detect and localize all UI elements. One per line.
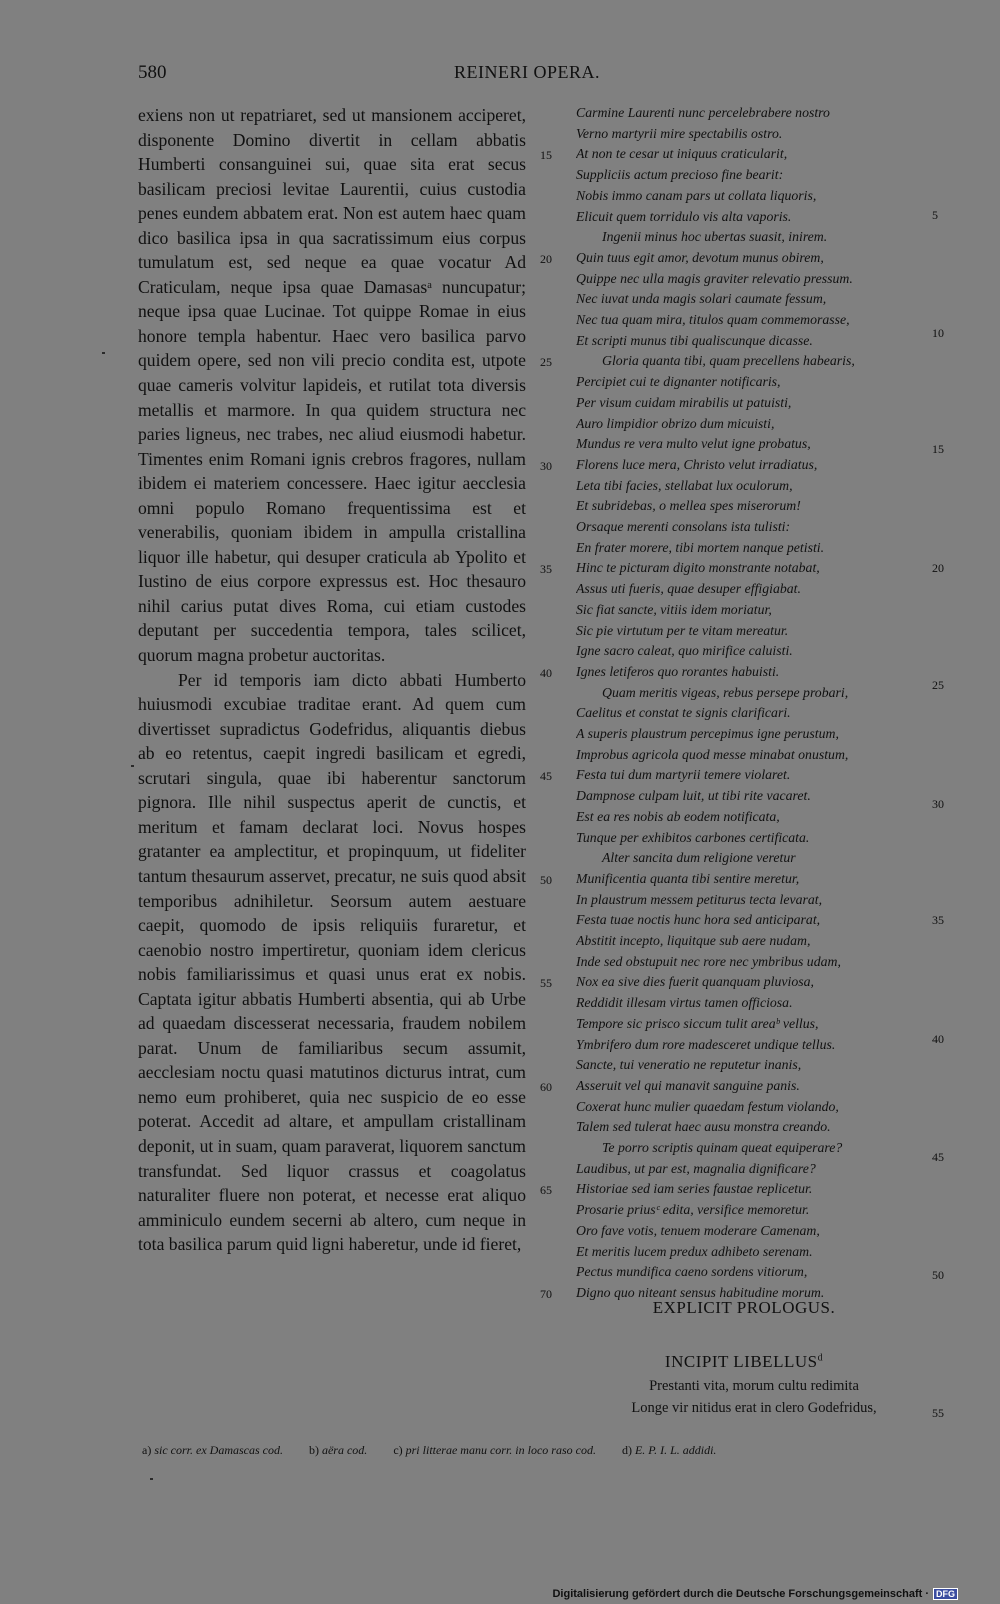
line-number: 10 [932,326,944,340]
line-number: 5 [932,208,938,222]
footnote [622,1443,716,1458]
prose-line: Longe vir nitidus erat in clero Godefridus, [631,1400,877,1416]
verse-line: Asseruit vel qui manavit sanguine panis. [576,1077,800,1093]
verse-line: Assus uti fueris, quae desuper effigiabat. [576,581,801,597]
verse-line: Coxerat hunc mulier quaedam festum violando, [576,1098,839,1114]
verse-line: Oro fave votis, tenuem moderare Camenam, [576,1222,820,1238]
verse-line: Elicuit quem torridulo vis alta vaporis. [576,208,792,224]
verse-line: Auro limpidior obrizo dum micuisti, [576,415,775,431]
verse-line: Dampnose culpam luit, ut tibi rite vacaret. [576,788,811,804]
footnote-mark: c) [393,1443,403,1457]
footnote-mark: a) [142,1443,152,1457]
verse-line: Est ea res nobis ab eodem notificata, [576,808,780,824]
line-number: 15 [932,442,944,456]
verse-line: Quin tuus egit amor, devotum munus obirem, [576,249,824,265]
incipit-text: INCIPIT LIBELLUS [664,1352,818,1371]
line-number: 65 [540,1183,552,1198]
line-number: 25 [932,678,944,692]
line-number: 45 [540,769,552,784]
footnote-text: sic corr. ex Damascas cod. [154,1443,283,1457]
verse-line: Prosarie priusᶜ edita, versifice memoretur. [576,1202,810,1218]
verse-line: Digno quo niteant sensus habitudine morum. [576,1284,825,1300]
verse-line: Et scripti munus tibi qualiscunque dicasse. [576,332,813,348]
footnote-text: pri litterae manu corr. in loco raso cod. [405,1443,596,1457]
dfg-logo: DFG [933,1588,958,1600]
paragraph: Per id temporis iam dicto abbati Humberto huiusmodi excubiae traditae erant. Ad quem cum divertisset supradictus Godefridus, aliquantis diebus ab eo retentus, caepit ingredi basilicam et egredi, scrutari singula, quae ibi haberentur sanctorum pignora. Ille nihil suspectus aperit de cunctis, et meritum et famam declarat loci. Novus hospes gratanter ea amplectitur, et propinquum, ut fideliter tantum thesaurum asservet, precatur, ne suis quod absit temporibus adnihiletur. Seorsum autem aestuare caepit, quomodo de ipsis reliquiis furaretur, et caenobio nostro impertiretur, quoniam idem clericus nobis familiarissimus et quasi unus erat ex nobis. Captata igitur abbatis Humberti absentia, qui ab Urbe ad quaedam discesserat necessaria, fraudem nobilem parat. Unum de familiaribus secum assumit, aecclesiam noctu quasi matutinos dicturus intrat, cum nemo eum prohiberet, quia nec suspicio de eo esse poterat. Accedit ad altare, et ampullam cristallinam deponit, ut in suam, quam paraverat, liquorem sanctum transfundat. Sed liquor crassus et coagolatus naturaliter fluere non poterat, et necesse erat aliquo amminiculo eundem secerni ab altero, cum neque in tota basilica parum quid ligni haberetur, unde id fieret, [138,669,526,1255]
line-number: 50 [540,872,552,887]
line-number: 35 [540,562,552,577]
page-number: 580 [138,62,167,83]
verse-line: Et subridebas, o mellea spes miserorum! [576,498,801,514]
footnote-text: E. P. I. L. addidi. [634,1443,717,1457]
verse-line: Nox ea sive dies fuerit quanquam pluviosa, [576,974,814,990]
line-number: 55 [932,1406,944,1420]
verse-line: Percipiet cui te dignanter notificaris, [576,374,781,390]
line-number: 70 [540,1286,552,1301]
verse-line: Historiae sed iam series faustae replicetur. [576,1181,813,1197]
verse-line: Tempore sic prisco siccum tulit areaᵇ vellus, [576,1015,819,1031]
verse-line: Munificentia quanta tibi sentire meretur, [576,870,800,886]
speck [150,1478,153,1480]
verse-line: Te porro scriptis quinam queat equiperare? [602,1140,843,1155]
verse-line: Nec iuvat unda magis solari caumate fessum, [576,291,827,307]
verse-line: Caelitus et constat te signis clarificari. [576,705,791,721]
verse-line: Alter sancita dum religione veretur [602,850,796,866]
footnote [309,1443,367,1458]
verse-line: Nec tua quam mira, titulos quam commemorasse, [576,312,850,327]
running-title: REINERI OPERA. [454,62,600,82]
verse-line: Leta tibi facies, stellabat lux oculorum, [576,477,793,493]
verse-line: Mundus re vera multo velut igne probatus, [576,436,811,452]
verse-line: Hinc te picturam digito monstrante notabat, [576,560,820,576]
digitization-credit [552,1588,958,1600]
incipit-heading [560,1352,928,1372]
verse-line: Sancte, tui veneratio ne reputetur inanis, [576,1057,802,1073]
verse-line: Per visum cuidam mirabilis ut patuisti, [576,394,792,410]
verse-line: A superis plaustrum percepimus igne perustum, [576,726,839,741]
verse-line: Festa tui dum martyrii temere violaret. [576,767,791,783]
verse-line: Sic fiat sancte, vitiis idem moriatur, [576,601,772,617]
explicit-heading: EXPLICIT PROLOGUS. [652,1298,836,1317]
verse-line: Inde sed obstupuit nec rore nec ymbribus udam, [576,953,841,969]
line-number: 35 [932,913,944,927]
footnote-mark: b) [308,1443,319,1457]
verse-line: Pectus mundifica caeno sordens vitiorum, [576,1264,808,1280]
footnotes [142,1443,942,1458]
speck [131,765,134,767]
line-number: 55 [540,976,552,991]
paragraph: exiens non ut repatriaret, sed ut mansionem acciperet, disponente Domino divertit in cellam abbatis Humberti consanguinei sui, quae sita erat secus basilicam preciosi levitae Laurentii, cuius custodia penes eundem abbatem erat. Non est autem haec quam dico basilica ipsa in qua sacratissimum eius corpus tumulatum est, sed neque ea quae vocatur Ad Craticulam, neque ipsa quae Damasasᵃ nuncupatur; neque ipsa quae Lucinae. Tot quippe Romae in eius honore templa habentur. Haec vero basilica parvo quidem opere, sed non vili precio condita est, utpote quae cameris volvitur lapideis, et rutilat tota diversis metallis et marmore. In qua quidem structura nec paries ligneus, nec trabes, nec aliud eiusmodi habetur. Timentes enim Romani ignis crebros fragores, nullam ibidem ei materiem concessere. Haec igitur aecclesia omni populo Romano frequentissima est et venerabilis, quoniam ibidem in ampulla cristallina liquor ille habetur, qui desuper craticula ab Ypolito et Iustino de eius corpore expressus est. Hoc thesauro nihil carius putat dives Roma, cui etiam custodes deputant per succedentia tempora, tales scilicet, quorum magna probetur auctoritas. [138,105,526,666]
verse-line: Reddidit illesam virtus tamen officiosa. [576,995,793,1011]
left-column [138,103,526,1257]
verse-line: Talem sed tulerat haec ausu monstra creando. [576,1119,831,1135]
verse-line: Verno martyrii mire spectabilis ostro. [576,125,783,141]
verse-line: Festa tuae noctis hunc hora sed anticiparat, [576,912,821,928]
verse-line: Improbus agricola quod messe minabat onustum, [576,746,849,762]
line-number: 30 [932,797,944,811]
verse-line: Quippe nec ulla magis graviter relevatio pressum. [576,270,853,286]
verse-line: En frater morere, tibi mortem nanque petisti. [576,539,825,555]
verse-line: In plaustrum messem petiturus tecta levarat, [576,891,823,907]
verse-line: Quam meritis vigeas, rebus persepe probari, [602,684,849,700]
incipit-note-mark: d [817,1352,824,1364]
footnote-mark: d) [621,1443,632,1457]
footnote [393,1443,596,1458]
verse-line: Ingenii minus hoc ubertas suasit, inirem. [602,229,828,245]
line-number: 50 [932,1268,944,1282]
verse-line: Laudibus, ut par est, magnalia dignificare? [576,1160,816,1176]
line-number: 20 [540,251,552,266]
line-number: 20 [932,561,944,575]
footnote-text: aëra cod. [321,1443,368,1457]
line-number: 25 [540,355,552,370]
verse-line: Suppliciis actum precioso fine bearit: [576,167,784,183]
verse-line: Igne sacro caleat, quo mirifice caluisti. [576,643,793,659]
verse-line: At non te cesar ut iniquus craticularit, [576,146,788,162]
verse-line: Ymbrifero dum rore madesceret undique tellus. [576,1036,836,1052]
line-number: 15 [540,148,552,163]
line-number: 40 [540,665,552,680]
line-number: 60 [540,1079,552,1094]
credit-text: Digitalisierung gefördert durch die Deutsche Forschungsgemeinschaft · [552,1588,929,1600]
verse-line: Orsaque merenti consolans ista tulisti: [576,519,791,534]
verse-line: Florens luce mera, Christo velut irradiatus, [576,456,818,472]
verse-line: Et meritis lucem predux adhibeto serenam. [576,1243,813,1259]
line-number: 45 [932,1150,944,1164]
verse-line: Abstitit incepto, liquitque sub aere nudam, [576,933,811,948]
verse-line: Tunque per exhibitos carbones certificata. [576,829,810,845]
verse-line: Ignes letiferos quo rorantes habuisti. [576,663,780,679]
verse-line: Gloria quanta tibi, quam precellens habearis, [602,353,855,369]
speck [102,352,105,354]
prose-line: Prestanti vita, morum cultu redimita [649,1378,859,1394]
footnote [142,1443,283,1458]
verse-line: Nobis immo canam pars ut collata liquoris, [576,187,817,203]
verse-line: Sic pie virtutum per te vitam mereatur. [576,622,789,638]
line-number: 40 [932,1032,944,1046]
verse-line: Carmine Laurenti nunc percelebrabere nostro [576,105,830,120]
line-number: 30 [540,458,552,473]
